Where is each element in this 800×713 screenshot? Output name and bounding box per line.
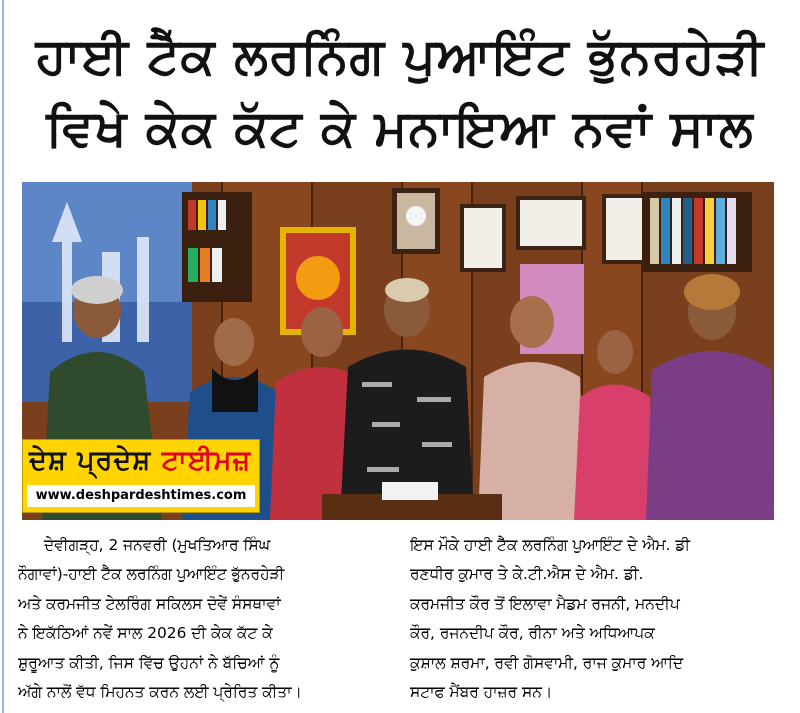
article-line: ਅੱਗੇ ਨਾਲੋਂ ਵੱਧ ਮਿਹਨਤ ਕਰਨ ਲਈ ਪ੍ਰੇਰਿਤ ਕੀਤਾ।: [18, 683, 302, 702]
article-line: ਨੇ ਇਕੱਠਿਆਂ ਨਵੇਂ ਸਾਲ 2026 ਦੀ ਕੇਕ ਕੱਟ ਕੇ: [18, 624, 273, 643]
article-line: ਦੇਵੀਗੜ੍ਹ, 2 ਜਨਵਰੀ (ਮੁਖਤਿਆਰ ਸਿੰਘ: [44, 536, 271, 554]
article-column-left: [18, 531, 388, 707]
article-line: ਸਟਾਫ ਮੈਂਬਰ ਹਾਜ਼ਰ ਸਨ।: [410, 683, 553, 702]
article-line: ਨੌਗਾਵਾਂ)-ਹਾਈ ਟੈੱਕ ਲਰਨਿੰਗ ਪੁਆਇੰਟ ਭੁੱਨਰਹੇੜੀ: [18, 565, 285, 584]
brand-name: [29, 444, 251, 478]
headline-line-1: ਹਾਈ ਟੈੱਕ ਲਰਨਿੰਗ ਪੁਆਇੰਟ ਭੁੱਨਰਹੇੜੀ: [35, 27, 765, 85]
brand-logo-box: [22, 439, 260, 513]
page-edge-rule: [2, 0, 4, 713]
article-line: ਰਣਧੀਰ ਕੁਮਾਰ ਤੇ ਕੇ.ਟੀ.ਐਸ ਦੇ ਐਮ. ਡੀ.: [410, 565, 644, 584]
article-line: ਇਸ ਮੌਕੇ ਹਾਈ ਟੈੱਕ ਲਰਨਿੰਗ ਪੁਆਇੰਟ ਦੇ ਐਮ. ਡੀ: [410, 536, 691, 554]
brand-name-part-1: ਦੇਸ਼ ਪ੍ਰਦੇਸ਼: [29, 445, 152, 476]
headline-line-2: ਵਿਖੇ ਕੇਕ ਕੱਟ ਕੇ ਮਨਾਇਆ ਨਵਾਂ ਸਾਲ: [46, 99, 754, 157]
article-line: ਅਤੇ ਕਰਮਜੀਤ ਟੇਲਰਿੰਗ ਸਕਿਲਸ ਦੋਵੇਂ ਸੰਸਥਾਵਾਂ: [18, 594, 281, 613]
article-line: ਸ਼ੁਰੂਆਤ ਕੀਤੀ, ਜਿਸ ਵਿੱਚ ਉਹਨਾਂ ਨੇ ਬੱਚਿਆਂ ਨੂੰ: [18, 653, 280, 672]
article-column-right: [410, 531, 772, 707]
brand-name-part-2: ਟਾਈਮਜ਼: [161, 445, 252, 476]
article-line: ਕੌਰ, ਰਜਨਦੀਪ ਕੌਰ, ਰੀਨਾ ਅਤੇ ਅਧਿਆਪਕ: [410, 624, 655, 643]
brand-url: www.deshpardeshtimes.com: [27, 485, 255, 507]
article-line: ਕੁਸ਼ਾਲ ਸ਼ਰਮਾ, ਰਵੀ ਗੋਸਵਾਮੀ, ਰਾਜ ਕੁਮਾਰ ਆਦਿ: [410, 653, 684, 672]
article-line: ਕਰਮਜੀਤ ਕੌਰ ਤੋਂ ਇਲਾਵਾ ਮੈਡਮ ਰਜਨੀ, ਮਨਦੀਪ: [410, 594, 680, 613]
